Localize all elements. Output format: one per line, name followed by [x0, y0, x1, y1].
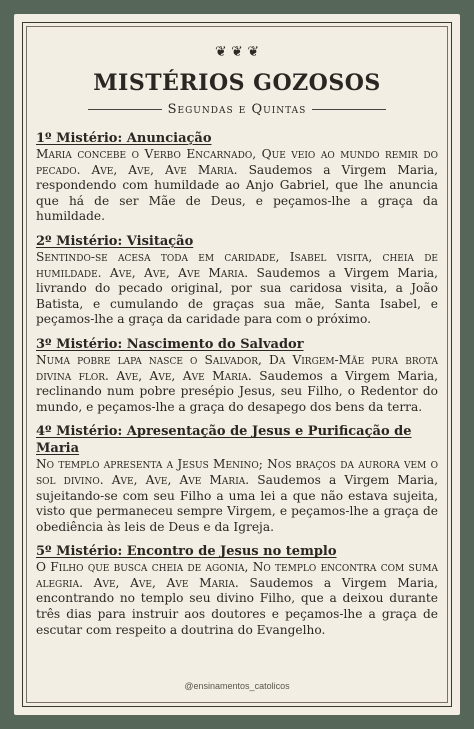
mystery-3 — [36, 336, 438, 415]
subtitle-divider-left — [88, 109, 162, 110]
mystery-body: Saudemos a Virgem Maria, encontrando no templo seu divino Filho, que a deixou durante três dias para instruir aos doutores e peçamos-lhe a graça de escutar com respeito a doutrina do Evangelho. — [36, 575, 438, 637]
mystery-4 — [36, 423, 438, 535]
mystery-heading: 4º Mistério: Apresentação de Jesus e Purificação de Maria — [36, 424, 412, 457]
subtitle-text: Segundas e Quintas — [167, 102, 307, 117]
mystery-lead: O Filho que busca cheia de agonia, No templo encontra com suma alegria. Ave, Ave, Ave Maria. — [36, 560, 438, 590]
mystery-text — [36, 353, 438, 415]
mystery-body: Saudemos a Virgem Maria, sujeitando-se com seu Filho a uma lei a que não estava sujeita, visto que permaneceu sempre Virgem, e peçamos-lhe a graça de obediência às leis de Deus e da Igreja. — [36, 472, 438, 534]
mystery-text — [36, 457, 438, 535]
page-subtitle — [14, 102, 460, 117]
mystery-heading: 5º Mistério: Encontro de Jesus no templo — [36, 544, 337, 560]
mystery-heading: 2º Mistério: Visitação — [36, 233, 194, 249]
mystery-text — [36, 147, 438, 225]
mystery-body: Saudemos a Virgem Maria, reclinando num pobre presépio Jesus, seu Filho, o Redentor do mundo, e peçamos-lhe a graça do desapego dos bens da terra. — [36, 368, 438, 414]
mystery-text — [36, 250, 438, 328]
author-handle: @ensinamentos_catolicos — [184, 681, 290, 691]
mystery-body: Saudemos a Virgem Maria, respondendo com humildade ao Anjo Gabriel, que lhe anuncia que há de ser Mãe de Deus, e peçamos-lhe a graça da humildade. — [36, 162, 438, 224]
mystery-lead: Sentindo-se acesa toda em caridade, Isabel visita, cheia de humildade. Ave, Ave, Ave Maria. — [36, 249, 438, 280]
mysteries-list — [36, 130, 438, 646]
mystery-lead: Numa pobre lapa nasce o Salvador, Da Virgem-Mãe pura brota divina flor. Ave, Ave, Ave Maria. — [36, 352, 438, 383]
mystery-2 — [36, 233, 438, 328]
subtitle-divider-right — [312, 109, 386, 110]
mystery-lead: No templo apresenta a Jesus Menino; Nos braços da aurora vem o sol divino. Ave, Ave, Ave Maria. — [36, 457, 438, 487]
mystery-lead: Maria concebe o Verbo Encarnado, Que veio ao mundo remir do pecado. Ave, Ave, Ave Maria. — [36, 147, 438, 177]
mystery-heading: 3º Mistério: Nascimento do Salvador — [36, 336, 304, 352]
mystery-body: Saudemos a Virgem Maria, livrando do pecado original, por sua caridosa visita, a João Batista, e cumulando de graças sua mãe, Santa Isabel, e peçamos-lhe a graça da caridade para com o próximo. — [36, 265, 438, 327]
mystery-heading: 1º Mistério: Anunciação — [36, 131, 212, 146]
mystery-5 — [36, 543, 438, 638]
mystery-1 — [36, 130, 438, 225]
page-title: MISTÉRIOS GOZOSOS — [93, 70, 381, 96]
prayer-card — [14, 14, 460, 715]
mystery-text — [36, 560, 438, 638]
top-ornament-icon: ❦ ❦ ❦ — [214, 44, 260, 60]
